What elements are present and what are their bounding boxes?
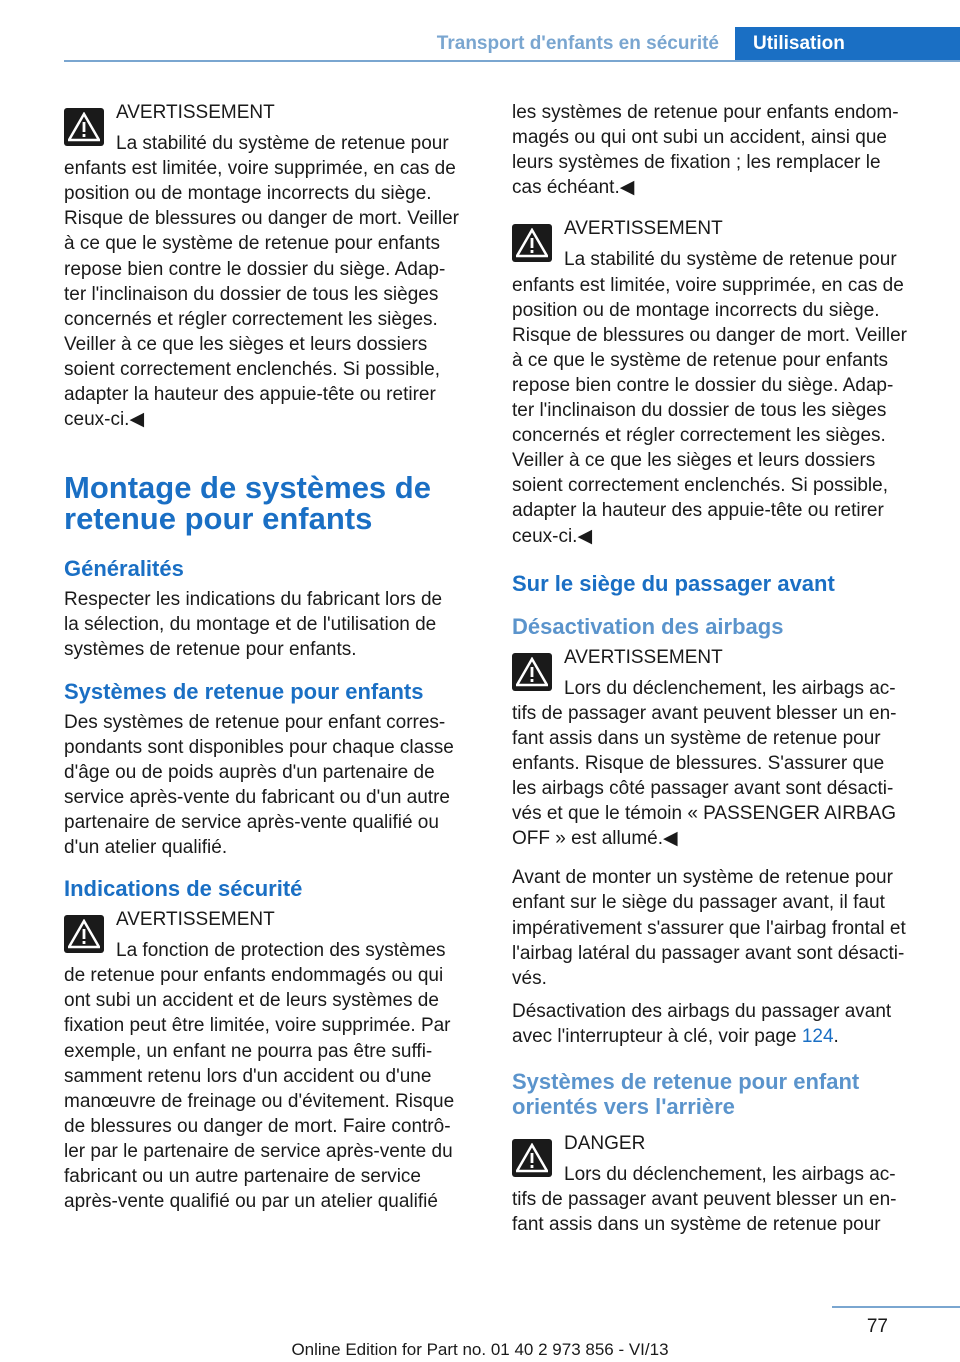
left-column (64, 100, 484, 1214)
body-line: d'un atelier qualifié. (64, 836, 228, 858)
warning-line: manœuvre de freinage ou d'évitement. Risque (64, 1090, 455, 1112)
heading-passager-avant: Sur le siège du passager avant (512, 570, 835, 596)
warning-line: soient correctement enclenchés. Si possible, (64, 358, 440, 380)
heading-securite: Indications de sécurité (64, 876, 303, 902)
danger-block (512, 1131, 930, 1237)
warning-line: repose bien contre le dossier du siège. Adap‐ (64, 258, 446, 280)
warning-line: Lors du déclenchement, les airbags ac‐ (564, 1164, 896, 1186)
heading-systemes: Systèmes de retenue pour enfants (64, 678, 424, 704)
body-line: Désactivation des airbags du passager avant (512, 1000, 892, 1022)
heading-line: Systèmes de retenue pour enfant (512, 1069, 860, 1094)
body-line: cas échéant.◀ (512, 177, 635, 199)
warning-line: soient correctement enclenchés. Si possible, (512, 475, 888, 497)
header-section-title: Transport d'enfants en sécurité (436, 33, 719, 54)
warning-line: enfants est limitée, voire supprimée, en cas de (512, 274, 904, 296)
body-text: . (833, 1025, 839, 1047)
body-line: Respecter les indications du fabricant lors de (64, 589, 443, 611)
warning-line: adapter la hauteur des appuie-tête ou retirer (64, 384, 436, 406)
warning-line: fant assis dans un système de retenue pour (512, 1214, 881, 1236)
heading-generalites: Généralités (64, 556, 184, 582)
body-line: l'airbag latéral du passager avant sont désacti‐ (512, 942, 905, 964)
warning-line: ter l'inclinaison du dossier de tous les sièges (64, 283, 439, 305)
warning-line: repose bien contre le dossier du siège. Adap‐ (512, 374, 894, 396)
warning-line: ceux-ci.◀ (64, 409, 145, 431)
warning-line: concernés et régler correctement les sièges. (512, 425, 886, 447)
page-link-124[interactable]: 124 (801, 1025, 834, 1047)
header-tab-utilisation[interactable]: Utilisation (735, 27, 960, 61)
warning-line: tifs de passager avant peuvent blesser un en‐ (512, 1189, 897, 1211)
heading-orientes-arriere (512, 1069, 930, 1119)
warning-block-2 (512, 216, 930, 548)
chapter-title-line: retenue pour enfants (64, 501, 373, 537)
page-number: 77 (866, 1316, 888, 1337)
heading-desactivation-airbags: Désactivation des airbags (512, 613, 784, 639)
warning-line: ter l'inclinaison du dossier de tous les sièges (512, 400, 887, 422)
warning-line: La stabilité du système de retenue pour (564, 249, 897, 271)
warning-block-securite (64, 907, 484, 1214)
warning-title: AVERTISSEMENT (564, 646, 723, 668)
warning-line: enfants. Risque de blessures. S'assurer que (512, 752, 885, 774)
warning-line: Risque de blessures ou danger de mort. Veiller (64, 208, 460, 230)
body-text: avec l'interrupteur à clé, voir page (512, 1025, 802, 1047)
warning-title: AVERTISSEMENT (116, 102, 275, 123)
warning-line: les airbags côté passager avant sont désacti‐ (512, 778, 894, 800)
warning-line: ont subi un accident et de leurs systèmes de (64, 990, 439, 1012)
chapter-title (64, 470, 484, 537)
warning-line: Veiller à ce que les sièges et leurs dossiers (64, 333, 428, 355)
body-line: vés. (512, 967, 547, 989)
body-line: la sélection, du montage et de l'utilisation de (64, 614, 437, 636)
warning-line: position ou de montage incorrects du siège. (64, 183, 432, 205)
warning-line: position ou de montage incorrects du siège. (512, 299, 880, 321)
warning-triangle-icon (64, 915, 104, 953)
warning-line: ler par le partenaire de service après-vente du (64, 1140, 453, 1162)
body-line: d'âge ou de poids auprès d'un partenaire de (64, 761, 435, 783)
footer-rule (832, 1306, 960, 1308)
warning-line: de retenue pour enfants endommagés ou qui (64, 965, 444, 987)
warning-title: AVERTISSEMENT (564, 218, 723, 240)
warning-line: fant assis dans un système de retenue pour (512, 727, 881, 749)
warning-line: ceux-ci.◀ (512, 525, 593, 547)
body-line: partenaire de service après-vente qualifié ou (64, 811, 439, 833)
body-line: systèmes de retenue pour enfants. (64, 639, 357, 661)
warning-line: de blessures ou danger de mort. Faire contrô‐ (64, 1115, 451, 1137)
heading-line: orientés vers l'arrière (512, 1094, 735, 1119)
warning-triangle-icon (512, 1139, 552, 1177)
warning-line: concernés et régler correctement les sièges. (64, 308, 438, 330)
body-line: magés ou qui ont subi un accident, ainsi que (512, 127, 887, 149)
header-rule (64, 60, 960, 62)
warning-triangle-icon (512, 224, 552, 262)
warning-line: enfants est limitée, voire supprimée, en cas de (64, 158, 456, 180)
body-line: pondants sont disponibles pour chaque classe (64, 736, 454, 758)
warning-triangle-icon (512, 653, 552, 691)
warning-line: Lors du déclenchement, les airbags ac‐ (564, 677, 896, 699)
body-line: enfant sur le siège du passager avant, il faut (512, 892, 885, 914)
warning-line: après-vente qualifié ou par un atelier qualifié (64, 1191, 438, 1213)
warning-line: samment retenu lors d'un accident ou d'une (64, 1065, 432, 1087)
warning-line: à ce que le système de retenue pour enfants (64, 233, 441, 255)
body-line: Avant de monter un système de retenue pour (512, 867, 893, 889)
warning-line: La fonction de protection des systèmes (116, 940, 446, 962)
chapter-title-line: Montage de systèmes de (64, 470, 431, 506)
body-line: impérativement s'assurer que l'airbag frontal et (512, 917, 906, 939)
danger-title: DANGER (564, 1133, 646, 1154)
body-line: service après-vente du fabricant ou d'un autre (64, 786, 450, 808)
warning-line: tifs de passager avant peuvent blesser un en‐ (512, 702, 897, 724)
warning-line: Veiller à ce que les sièges et leurs dossiers (512, 450, 876, 472)
body-line-with-link (512, 1024, 930, 1049)
warning-line: adapter la hauteur des appuie-tête ou retirer (512, 500, 884, 522)
warning-line: fabricant ou un autre partenaire de service (64, 1166, 421, 1187)
right-column (512, 100, 930, 1237)
body-line: leurs systèmes de fixation ; les remplacer le (512, 152, 881, 174)
warning-line: à ce que le système de retenue pour enfants (512, 349, 889, 371)
warning-title: AVERTISSEMENT (116, 909, 275, 931)
warning-block-desactivation (512, 645, 930, 852)
warning-block-1 (64, 100, 484, 432)
warning-line: vés et que le témoin « PASSENGER AIRBAG (512, 803, 897, 825)
warning-line: La stabilité du système de retenue pour (116, 133, 449, 155)
warning-line: OFF » est allumé.◀ (512, 828, 678, 850)
body-line: les systèmes de retenue pour enfants endom‐ (512, 102, 899, 123)
footer-edition: Online Edition for Part no. 01 40 2 973 856 - VI/13 (291, 1340, 669, 1359)
warning-triangle-icon (64, 108, 104, 146)
warning-line: Risque de blessures ou danger de mort. Veiller (512, 324, 908, 346)
warning-line: exemple, un enfant ne pourra pas être suffi‐ (64, 1040, 433, 1062)
warning-line: fixation peut être limitée, voire supprimée. Par (64, 1015, 451, 1037)
body-line: Des systèmes de retenue pour enfant corres‐ (64, 711, 446, 733)
